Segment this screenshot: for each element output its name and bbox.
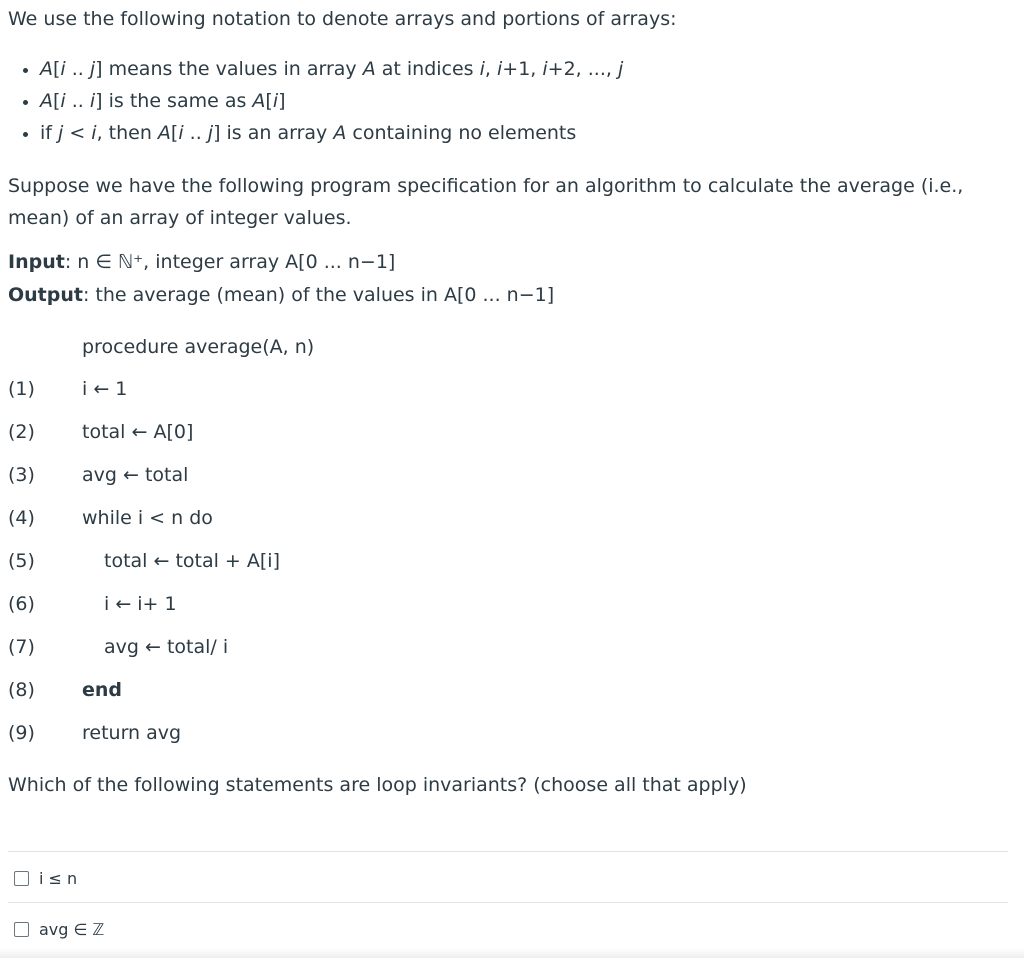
line-number: (3) [8, 464, 35, 486]
input-text: : n ∈ ℕ⁺, integer array A[0 ... n−1] [64, 251, 396, 273]
notation-item: • if j < i, then A[i .. j] is an array A containing no elements [40, 120, 623, 152]
notation-item: • A[i .. j] means the values in array A at indices i, i+1, i+2, ..., j [40, 56, 623, 88]
notation-item: • A[i .. i] is the same as A[i] [40, 88, 623, 120]
intro-text: We use the following notation to denote arrays and portions of arrays: [8, 8, 677, 30]
option-label: i ≤ n [39, 868, 78, 888]
code-line: avg ← total/ i [104, 636, 229, 658]
code-line: return avg [82, 722, 182, 744]
output-text: : the average (mean) of the values in A[0 ... n−1] [82, 284, 555, 306]
code-line: total ← total + A[i] [104, 550, 280, 572]
line-number: (4) [8, 507, 35, 529]
answer-option[interactable] [8, 852, 1008, 904]
problem-paragraph: Suppose we have the following program specification for an algorithm to calculate the average (i.e., mean) of an array of integer values. [8, 175, 964, 229]
code-line: i ← i+ 1 [104, 593, 177, 615]
bottom-edge [0, 948, 1024, 958]
line-number: (6) [8, 593, 35, 615]
procedure-header: procedure average(A, n) [82, 336, 315, 358]
output-label: Output [8, 284, 83, 306]
notation-list [8, 56, 623, 152]
line-number: (7) [8, 636, 35, 658]
code-line: while i < n do [82, 507, 213, 529]
line-number: (2) [8, 421, 35, 443]
line-number: (1) [8, 378, 35, 400]
code-line: avg ← total [82, 464, 189, 486]
code-line: end [82, 679, 123, 701]
question-text: Which of the following statements are loop invariants? (choose all that apply) [8, 774, 747, 796]
line-number: (5) [8, 550, 35, 572]
option-checkbox[interactable] [14, 871, 29, 886]
input-spec [8, 248, 395, 276]
output-spec [8, 281, 554, 309]
code-line: i ← 1 [82, 378, 128, 400]
code-line: total ← A[0] [82, 421, 194, 443]
line-number: (8) [8, 679, 35, 701]
option-label: avg ∈ ℤ [39, 919, 105, 939]
option-checkbox[interactable] [14, 922, 29, 937]
input-label: Input [8, 251, 65, 273]
line-number: (9) [8, 722, 35, 744]
